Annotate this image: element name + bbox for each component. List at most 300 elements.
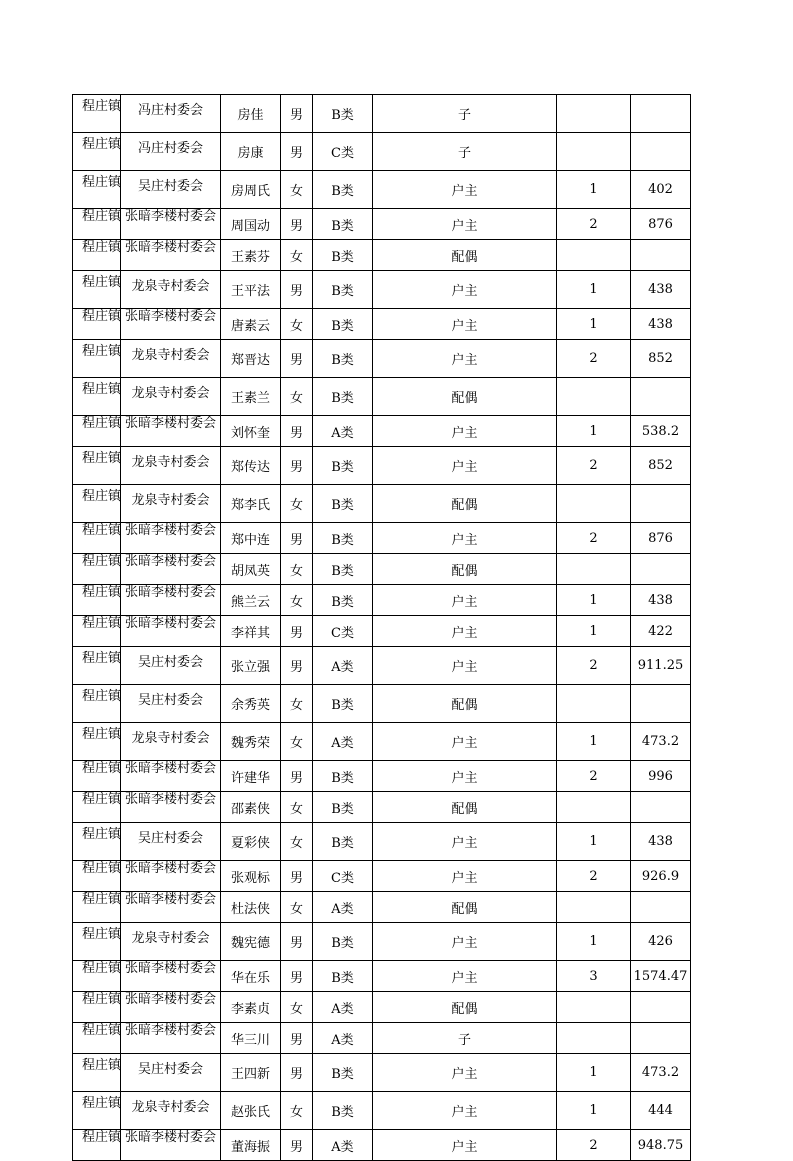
village-cell [121, 95, 221, 133]
relation-cell [373, 1023, 557, 1054]
village-cell [121, 171, 221, 209]
name-cell [221, 485, 281, 523]
town-cell [73, 647, 121, 685]
household-size-cell [557, 1023, 631, 1054]
village-cell-text: 张暗李楼村委会 [124, 1022, 216, 1038]
town-cell-text: 程庄镇 [82, 1095, 122, 1111]
household-size-cell-text: 1 [589, 734, 598, 749]
amount-cell [631, 447, 691, 485]
relation-cell-text: 配偶 [451, 1001, 478, 1017]
gender-cell-text: 男 [289, 660, 303, 675]
household-size-cell-text: 2 [589, 530, 598, 546]
town-cell [73, 685, 121, 723]
gender-cell [281, 616, 313, 647]
name-cell-text: 华在乐 [230, 970, 270, 986]
household-size-cell-text: 1 [589, 316, 598, 332]
category-cell-text: B类 [331, 391, 354, 406]
gender-cell [281, 892, 313, 923]
table-row [73, 861, 691, 892]
amount-cell-text: 926.9 [641, 868, 680, 884]
amount-cell [631, 861, 691, 892]
village-cell [121, 1023, 221, 1054]
table-row [73, 554, 691, 585]
household-size-cell [557, 485, 631, 523]
household-size-cell [557, 171, 631, 209]
table-row [73, 823, 691, 861]
beneficiary-table [72, 94, 691, 1161]
village-cell [121, 133, 221, 171]
household-size-cell [557, 309, 631, 340]
household-size-cell-text: 2 [589, 658, 598, 673]
village-cell [121, 723, 221, 761]
town-cell-text: 程庄镇 [82, 209, 122, 224]
amount-cell [631, 761, 691, 792]
village-cell-text: 吴庄村委会 [137, 831, 203, 846]
town-cell [73, 523, 121, 554]
relation-cell [373, 923, 557, 961]
amount-cell [631, 1023, 691, 1054]
category-cell [313, 761, 373, 792]
category-cell [313, 792, 373, 823]
relation-cell-text: 户主 [451, 936, 478, 951]
village-cell-text: 冯庄村委会 [137, 141, 203, 156]
name-cell [221, 523, 281, 554]
name-cell [221, 961, 281, 992]
village-cell [121, 961, 221, 992]
household-size-cell-text: 1 [589, 934, 598, 949]
gender-cell-text: 女 [289, 1105, 303, 1120]
category-cell [313, 309, 373, 340]
gender-cell-text: 男 [289, 353, 303, 368]
village-cell-text: 张暗李楼村委会 [124, 615, 216, 631]
village-cell-text: 张暗李楼村委会 [124, 415, 216, 431]
table-row [73, 271, 691, 309]
category-cell-text: A类 [331, 736, 354, 751]
amount-cell [631, 554, 691, 585]
town-cell [73, 209, 121, 240]
household-size-cell [557, 340, 631, 378]
village-cell-text: 张暗李楼村委会 [124, 891, 216, 907]
gender-cell [281, 209, 313, 240]
gender-cell [281, 485, 313, 523]
amount-cell [631, 271, 691, 309]
village-cell [121, 1130, 221, 1161]
town-cell-text: 程庄镇 [82, 926, 122, 942]
gender-cell [281, 523, 313, 554]
relation-cell [373, 554, 557, 585]
household-size-cell [557, 271, 631, 309]
relation-cell-text: 户主 [451, 184, 478, 199]
table-row [73, 616, 691, 647]
village-cell-text: 张暗李楼村委会 [124, 1129, 216, 1145]
amount-cell-text: 996 [648, 768, 673, 784]
category-cell [313, 1092, 373, 1130]
relation-cell [373, 485, 557, 523]
household-size-cell-text: 2 [589, 868, 598, 884]
table-row [73, 761, 691, 792]
relation-cell [373, 523, 557, 554]
gender-cell [281, 447, 313, 485]
table-row [73, 892, 691, 923]
amount-cell [631, 647, 691, 685]
gender-cell-text: 男 [289, 770, 303, 786]
gender-cell-text: 男 [289, 1139, 303, 1155]
name-cell [221, 171, 281, 209]
town-cell [73, 923, 121, 961]
gender-cell-text: 男 [289, 870, 303, 886]
table-row [73, 685, 691, 723]
amount-cell [631, 171, 691, 209]
household-size-cell [557, 133, 631, 171]
category-cell-text: B类 [331, 563, 354, 579]
relation-cell-text: 户主 [451, 594, 478, 610]
village-cell [121, 485, 221, 523]
town-cell [73, 447, 121, 485]
name-cell [221, 95, 281, 133]
gender-cell [281, 271, 313, 309]
town-cell [73, 992, 121, 1023]
relation-cell-text: 户主 [451, 736, 478, 751]
category-cell [313, 892, 373, 923]
relation-cell [373, 309, 557, 340]
amount-cell-text: 852 [648, 458, 673, 473]
village-cell-text: 张暗李楼村委会 [124, 960, 216, 976]
relation-cell [373, 823, 557, 861]
village-cell [121, 416, 221, 447]
name-cell-text: 刘怀奎 [230, 425, 270, 441]
amount-cell-text: 438 [648, 282, 673, 297]
name-cell-text: 唐素云 [230, 318, 270, 334]
village-cell-text: 吴庄村委会 [137, 655, 203, 670]
amount-cell [631, 823, 691, 861]
name-cell [221, 761, 281, 792]
village-cell [121, 923, 221, 961]
name-cell [221, 892, 281, 923]
village-cell-text: 张暗李楼村委会 [124, 791, 216, 807]
village-cell-text: 吴庄村委会 [137, 693, 203, 708]
village-cell [121, 1054, 221, 1092]
category-cell [313, 923, 373, 961]
household-size-cell [557, 685, 631, 723]
gender-cell [281, 240, 313, 271]
amount-cell-text: 422 [648, 623, 673, 639]
gender-cell-text: 男 [289, 425, 303, 441]
amount-cell-text: 1574.47 [633, 968, 688, 984]
gender-cell-text: 女 [289, 736, 303, 751]
name-cell-text: 余秀英 [230, 698, 270, 713]
amount-cell-text: 876 [648, 216, 673, 232]
table-row [73, 171, 691, 209]
gender-cell-text: 男 [289, 284, 303, 299]
amount-cell-text: 473.2 [641, 1065, 680, 1080]
name-cell [221, 823, 281, 861]
household-size-cell [557, 892, 631, 923]
name-cell [221, 378, 281, 416]
name-cell-text: 熊兰云 [230, 594, 270, 610]
name-cell [221, 861, 281, 892]
gender-cell [281, 95, 313, 133]
category-cell-text: B类 [331, 460, 354, 475]
gender-cell-text: 男 [289, 970, 303, 986]
category-cell [313, 340, 373, 378]
table-row [73, 961, 691, 992]
gender-cell [281, 861, 313, 892]
amount-cell [631, 923, 691, 961]
table-row [73, 923, 691, 961]
relation-cell-text: 户主 [451, 660, 478, 675]
town-cell [73, 240, 121, 271]
amount-cell [631, 961, 691, 992]
category-cell [313, 685, 373, 723]
gender-cell-text: 女 [289, 498, 303, 513]
name-cell-text: 郑晋达 [230, 353, 270, 368]
amount-cell [631, 685, 691, 723]
gender-cell-text: 女 [289, 594, 303, 610]
name-cell-text: 郑传达 [230, 460, 270, 475]
village-cell [121, 309, 221, 340]
table-row [73, 240, 691, 271]
village-cell-text: 龙泉寺村委会 [131, 386, 210, 401]
household-size-cell [557, 723, 631, 761]
town-cell-text: 程庄镇 [82, 274, 122, 290]
village-cell-text: 张暗李楼村委会 [124, 860, 216, 876]
category-cell-text: B类 [331, 284, 354, 299]
name-cell [221, 1054, 281, 1092]
relation-cell-text: 户主 [451, 425, 478, 441]
town-cell [73, 823, 121, 861]
category-cell-text: B类 [331, 184, 354, 199]
table-row [73, 95, 691, 133]
village-cell-text: 张暗李楼村委会 [124, 760, 216, 776]
name-cell-text: 王四新 [230, 1067, 270, 1082]
relation-cell [373, 171, 557, 209]
gender-cell [281, 1054, 313, 1092]
gender-cell-text: 男 [289, 146, 303, 161]
gender-cell-text: 男 [289, 936, 303, 951]
table-row [73, 378, 691, 416]
town-cell [73, 378, 121, 416]
amount-cell [631, 1130, 691, 1161]
village-cell [121, 240, 221, 271]
village-cell-text: 龙泉寺村委会 [131, 1100, 210, 1115]
household-size-cell [557, 378, 631, 416]
gender-cell [281, 171, 313, 209]
relation-cell [373, 340, 557, 378]
town-cell-text: 程庄镇 [82, 761, 122, 776]
relation-cell-text: 户主 [451, 1067, 478, 1082]
gender-cell [281, 554, 313, 585]
town-cell-text: 程庄镇 [82, 136, 122, 152]
amount-cell [631, 378, 691, 416]
category-cell [313, 171, 373, 209]
relation-cell-text: 户主 [451, 836, 478, 851]
category-cell-text: C类 [331, 625, 354, 641]
name-cell-text: 杜法侠 [230, 901, 270, 917]
amount-cell [631, 792, 691, 823]
gender-cell [281, 309, 313, 340]
household-size-cell [557, 961, 631, 992]
household-size-cell [557, 923, 631, 961]
amount-cell [631, 209, 691, 240]
category-cell [313, 485, 373, 523]
category-cell-text: A类 [331, 1032, 354, 1048]
category-cell-text: B类 [331, 801, 354, 817]
village-cell [121, 647, 221, 685]
town-cell-text: 程庄镇 [82, 861, 122, 876]
town-cell [73, 416, 121, 447]
town-cell [73, 723, 121, 761]
name-cell [221, 416, 281, 447]
relation-cell [373, 95, 557, 133]
gender-cell-text: 男 [289, 532, 303, 548]
name-cell-text: 夏彩侠 [230, 836, 270, 851]
category-cell [313, 1054, 373, 1092]
category-cell [313, 271, 373, 309]
household-size-cell-text: 1 [589, 182, 598, 197]
amount-cell-text: 438 [648, 316, 673, 332]
village-cell-text: 张暗李楼村委会 [124, 991, 216, 1007]
category-cell-text: B类 [331, 108, 354, 123]
name-cell-text: 郑李氏 [230, 498, 270, 513]
household-size-cell [557, 1130, 631, 1161]
category-cell [313, 240, 373, 271]
household-size-cell [557, 209, 631, 240]
name-cell [221, 685, 281, 723]
gender-cell-text: 女 [289, 836, 303, 851]
name-cell-text: 董海振 [230, 1139, 270, 1155]
relation-cell-text: 户主 [451, 870, 478, 886]
name-cell-text: 李素贞 [230, 1001, 270, 1017]
amount-cell [631, 585, 691, 616]
gender-cell-text: 男 [289, 108, 303, 123]
category-cell [313, 961, 373, 992]
gender-cell [281, 761, 313, 792]
relation-cell [373, 761, 557, 792]
name-cell-text: 李祥其 [230, 625, 270, 641]
amount-cell-text: 438 [648, 592, 673, 608]
household-size-cell [557, 447, 631, 485]
relation-cell [373, 133, 557, 171]
gender-cell-text: 女 [289, 391, 303, 406]
amount-cell [631, 340, 691, 378]
town-cell-text: 程庄镇 [82, 240, 122, 255]
category-cell-text: A类 [331, 901, 354, 917]
town-cell-text: 程庄镇 [82, 309, 122, 324]
household-size-cell-text: 1 [589, 1103, 598, 1118]
gender-cell [281, 685, 313, 723]
category-cell [313, 823, 373, 861]
name-cell-text: 魏秀荣 [230, 736, 270, 751]
table-row [73, 792, 691, 823]
name-cell-text: 魏宪德 [230, 936, 270, 951]
town-cell [73, 1054, 121, 1092]
table-row [73, 485, 691, 523]
household-size-cell [557, 792, 631, 823]
category-cell [313, 723, 373, 761]
household-size-cell-text: 2 [589, 458, 598, 473]
name-cell-text: 周国动 [230, 218, 270, 234]
category-cell-text: B类 [331, 698, 354, 713]
village-cell [121, 340, 221, 378]
amount-cell [631, 1054, 691, 1092]
town-cell [73, 271, 121, 309]
amount-cell [631, 892, 691, 923]
household-size-cell-text: 1 [589, 423, 598, 439]
relation-cell [373, 616, 557, 647]
household-size-cell-text: 3 [589, 968, 598, 984]
category-cell-text: A类 [331, 660, 354, 675]
relation-cell-text: 子 [457, 1032, 471, 1048]
name-cell-text: 郑中连 [230, 532, 270, 548]
village-cell-text: 龙泉寺村委会 [131, 455, 210, 470]
town-cell [73, 133, 121, 171]
village-cell-text: 龙泉寺村委会 [131, 931, 210, 946]
table-row [73, 1092, 691, 1130]
gender-cell [281, 723, 313, 761]
table-row [73, 1023, 691, 1054]
name-cell-text: 王素芬 [230, 249, 270, 265]
village-cell [121, 685, 221, 723]
village-cell-text: 龙泉寺村委会 [131, 279, 210, 294]
village-cell-text: 龙泉寺村委会 [131, 348, 210, 363]
relation-cell-text: 户主 [451, 770, 478, 786]
amount-cell-text: 948.75 [637, 1137, 684, 1153]
gender-cell-text: 女 [289, 249, 303, 265]
household-size-cell-text: 2 [589, 351, 598, 366]
relation-cell-text: 子 [457, 146, 471, 161]
category-cell-text: B类 [331, 770, 354, 786]
category-cell-text: B类 [331, 1067, 354, 1082]
relation-cell-text: 户主 [451, 970, 478, 986]
category-cell [313, 554, 373, 585]
relation-cell-text: 户主 [451, 218, 478, 234]
town-cell-text: 程庄镇 [82, 792, 122, 807]
village-cell [121, 447, 221, 485]
table-row [73, 309, 691, 340]
relation-cell [373, 861, 557, 892]
village-cell-text: 张暗李楼村委会 [124, 208, 216, 224]
town-cell [73, 585, 121, 616]
name-cell [221, 209, 281, 240]
town-cell-text: 程庄镇 [82, 616, 122, 631]
category-cell-text: B类 [331, 249, 354, 265]
village-cell-text: 吴庄村委会 [137, 1062, 203, 1077]
town-cell [73, 761, 121, 792]
town-cell [73, 616, 121, 647]
household-size-cell [557, 992, 631, 1023]
household-size-cell [557, 616, 631, 647]
town-cell-text: 程庄镇 [82, 992, 122, 1007]
name-cell-text: 王平法 [230, 284, 270, 299]
gender-cell [281, 1092, 313, 1130]
relation-cell [373, 892, 557, 923]
village-cell-text: 冯庄村委会 [137, 103, 203, 118]
gender-cell [281, 923, 313, 961]
category-cell-text: B类 [331, 970, 354, 986]
town-cell-text: 程庄镇 [82, 554, 122, 569]
town-cell-text: 程庄镇 [82, 826, 122, 842]
relation-cell-text: 户主 [451, 353, 478, 368]
amount-cell [631, 240, 691, 271]
village-cell-text: 张暗李楼村委会 [124, 239, 216, 255]
gender-cell [281, 416, 313, 447]
category-cell [313, 1023, 373, 1054]
town-cell [73, 95, 121, 133]
category-cell [313, 585, 373, 616]
town-cell-text: 程庄镇 [82, 174, 122, 190]
table-row [73, 209, 691, 240]
household-size-cell-text: 2 [589, 768, 598, 784]
